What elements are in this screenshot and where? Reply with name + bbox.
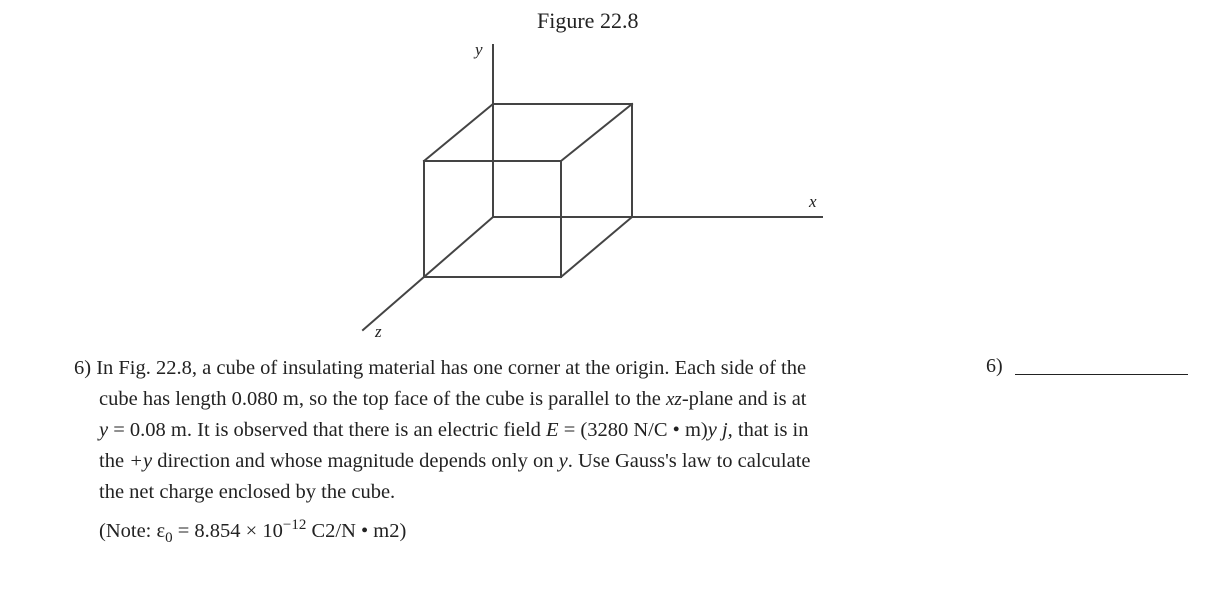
math-variable: E bbox=[546, 419, 559, 441]
figure-title: Figure 22.8 bbox=[537, 8, 639, 33]
note-text: C2/N • m2) bbox=[306, 519, 407, 542]
math-variable: y j, bbox=[707, 419, 733, 441]
problem-line-5 bbox=[74, 477, 954, 508]
note-exponent: −12 bbox=[282, 517, 307, 533]
answer-blank[interactable] bbox=[1015, 374, 1188, 375]
note-text: = 8.854 × 10 bbox=[172, 519, 283, 542]
answer-number: 6) bbox=[986, 355, 1003, 377]
problem-text-span: -plane and is at bbox=[681, 388, 807, 410]
z-axis-label: z bbox=[375, 322, 382, 341]
problem-text-span: . Use Gauss's law to calculate bbox=[567, 450, 811, 472]
math-variable: y bbox=[558, 450, 568, 472]
math-variable: xz bbox=[666, 389, 682, 410]
problem-text-span: In Fig. 22.8, a cube of insulating material has one corner at the origin. Each side of the bbox=[96, 357, 807, 379]
problem-text-span: = (3280 N/C • m) bbox=[558, 419, 708, 441]
problem-text-span: the bbox=[99, 450, 130, 472]
note-subscript: 0 bbox=[165, 529, 173, 546]
cube-edge bbox=[561, 104, 632, 161]
problem-text-span: cube has length 0.080 m, so the top face of the cube is parallel to the bbox=[99, 388, 666, 410]
z-axis bbox=[363, 217, 493, 330]
problem-line-3 bbox=[74, 415, 954, 446]
x-axis-label: x bbox=[809, 192, 817, 211]
problem-text bbox=[74, 353, 954, 554]
problem-text-span: the net charge enclosed by the cube. bbox=[99, 481, 396, 503]
cube-edge bbox=[561, 217, 632, 277]
cube-edge bbox=[424, 104, 493, 161]
problem-number: 6) bbox=[74, 357, 92, 379]
note-text: (Note: ε bbox=[99, 519, 166, 542]
y-axis-label: y bbox=[475, 40, 483, 59]
note-line bbox=[74, 510, 954, 554]
problem-text-span: direction and whose magnitude depends only on bbox=[152, 450, 559, 472]
problem-line-2 bbox=[74, 384, 954, 415]
math-variable: y bbox=[99, 419, 109, 441]
problem-text-span: that is in bbox=[732, 419, 809, 441]
math-variable: +y bbox=[129, 450, 153, 472]
problem-text-span: = 0.08 m. It is observed that there is an electric field bbox=[108, 419, 547, 441]
problem-line-1 bbox=[74, 353, 954, 384]
problem-line-4 bbox=[74, 446, 954, 477]
